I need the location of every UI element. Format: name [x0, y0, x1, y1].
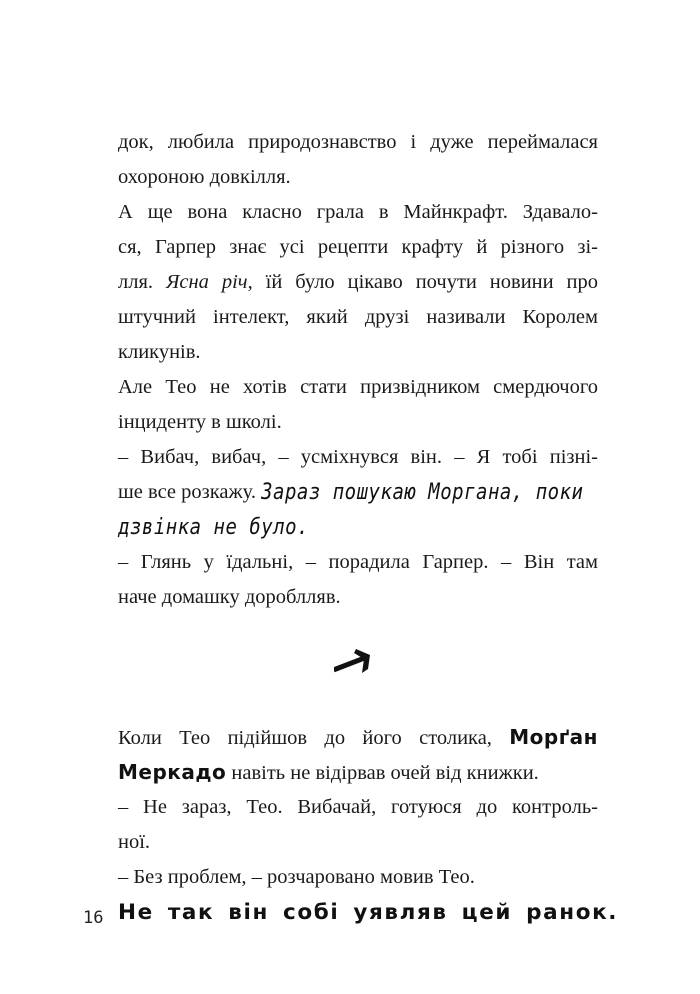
text-line: інциденту в школі. — [118, 411, 282, 433]
text-line: – Глянь у їдальні, – порадила Гарпер. – Він там — [118, 551, 598, 573]
text-line: – Без проблем, – розчаровано мовив Тео. — [118, 866, 475, 888]
text-line: А ще вона класно грала в Майнкрафт. Здавало- — [118, 201, 598, 223]
character-name: Морґан — [509, 725, 598, 749]
text-line — [118, 265, 598, 300]
text-span: , їй було цікаво почути новини про — [247, 271, 599, 293]
text-line: штучний інтелект, який друзі називали Королем — [118, 306, 598, 328]
emphasis-line: Не так він собі уявляв цей ранок. — [118, 900, 619, 925]
handwritten-thought: дзвінка не було. — [118, 514, 310, 540]
text-line — [118, 510, 598, 545]
text-line — [118, 475, 598, 510]
text-line: ся, Гарпер знає усі рецепти крафту й різного зі- — [118, 236, 598, 258]
character-name: Меркадо — [118, 760, 227, 784]
section-break — [118, 615, 598, 720]
italic-phrase: Ясна річ — [165, 271, 248, 293]
text-line: кликунів. — [118, 341, 201, 363]
text-span: Коли Тео підійшов до його столика, — [118, 727, 510, 749]
text-line: ної. — [118, 831, 151, 853]
pickaxe-icon — [334, 643, 378, 679]
text-line: – Вибач, вибач, – усміхнувся він. – Я тобі пізні- — [118, 446, 598, 468]
text-line: охороною довкілля. — [118, 166, 291, 188]
text-line: наче домашку дороблляв. — [118, 586, 341, 608]
text-line — [118, 720, 598, 755]
handwritten-thought: Зараз пошукаю Моргана, поки — [261, 479, 584, 505]
text-line — [118, 755, 598, 790]
text-span: лля. — [118, 271, 166, 293]
text-line: док, любила природознавство і дуже переймалася — [118, 131, 598, 153]
text-line: – Не зараз, Тео. Вибачай, готуюся до контроль- — [118, 796, 598, 818]
text-line: Але Тео не хотів стати призвідником смердючого — [118, 376, 598, 398]
page-number: 16 — [83, 908, 104, 928]
text-span: навіть не відірвав очей від книжки. — [226, 762, 539, 784]
page-body — [118, 125, 619, 930]
text-span: ше все розкажу. — [118, 481, 262, 503]
